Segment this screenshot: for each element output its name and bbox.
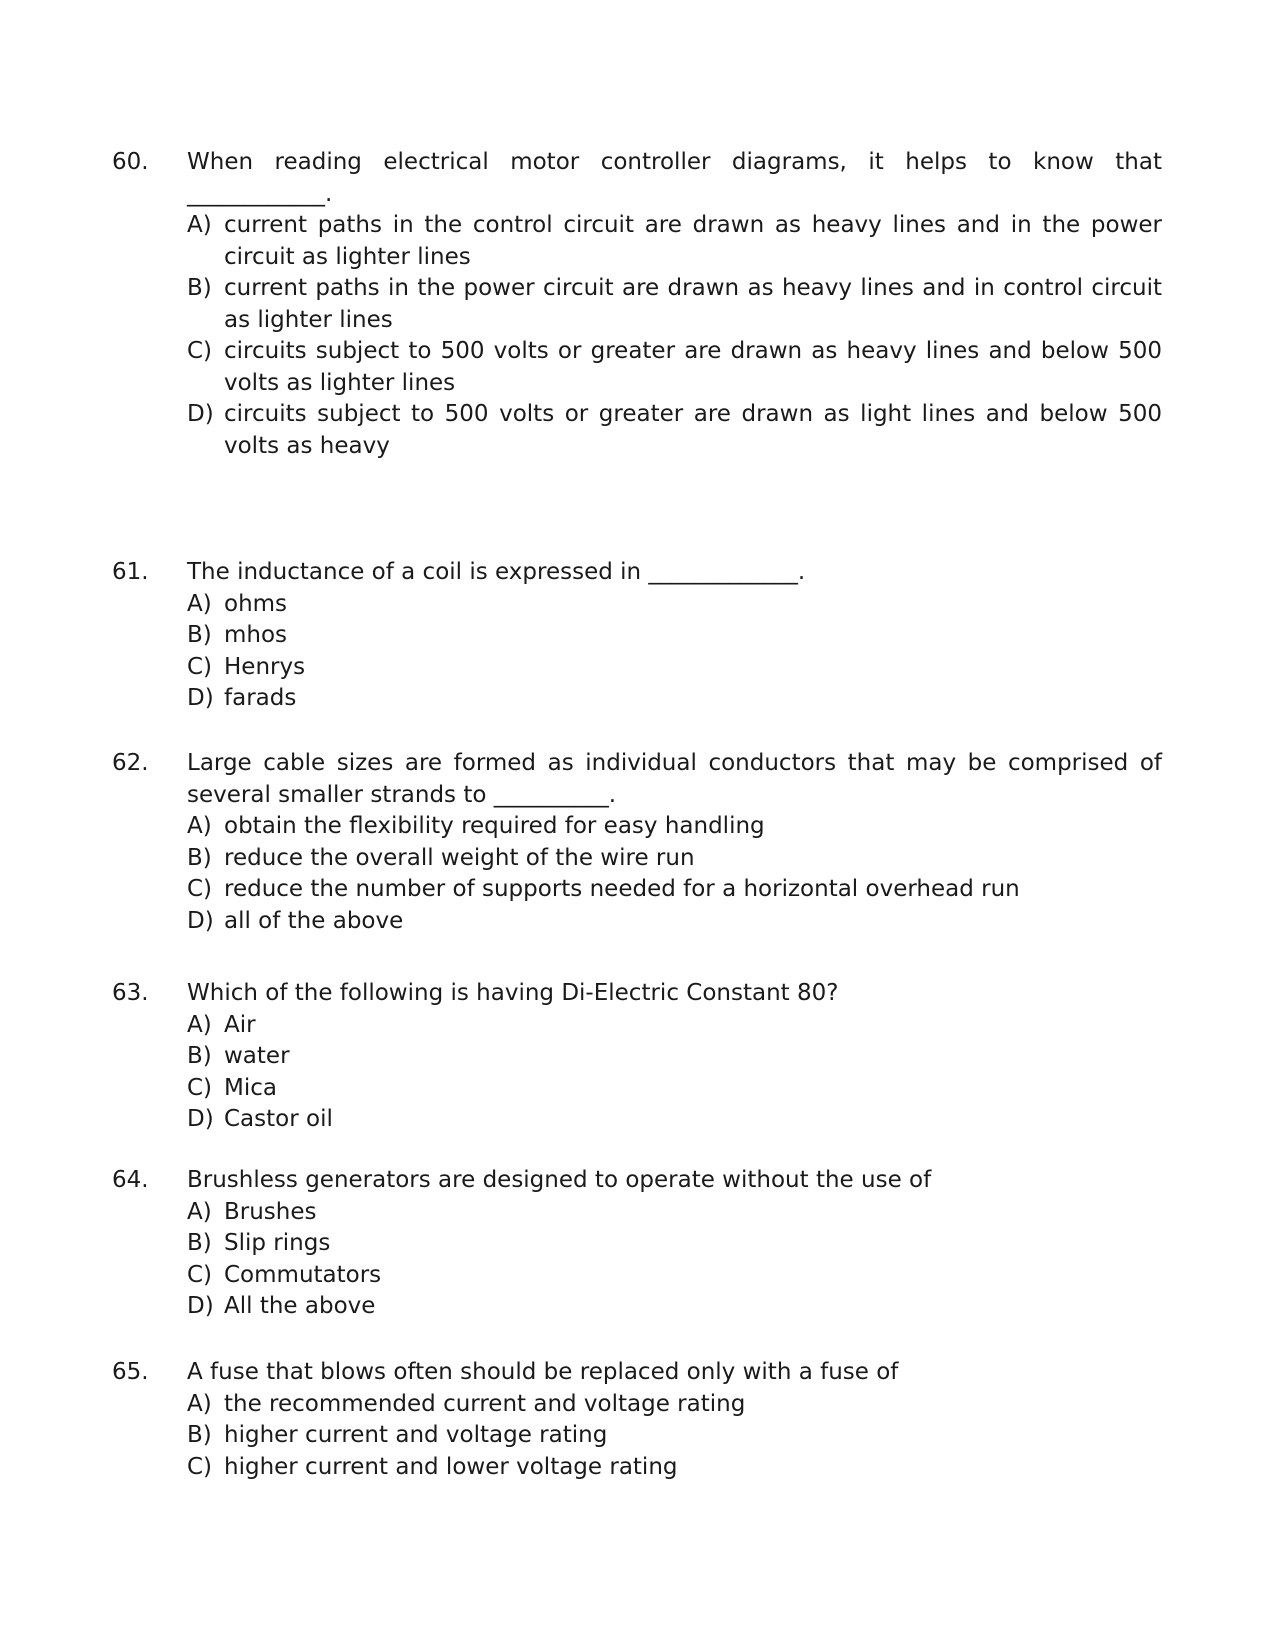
option-letter: C) [187,1261,213,1288]
option-text: higher current and lower voltage rating [224,1453,678,1480]
option-c [187,1260,1162,1292]
option-letter: A) [187,1198,212,1225]
option-text: ohms [224,590,288,617]
option-list [187,1197,1162,1323]
option-d [187,906,1162,938]
option-letter: B) [187,275,212,301]
option-text: mhos [224,622,288,648]
option-text: Henrys [224,653,306,680]
option-list [187,1389,1162,1484]
option-letter: A) [187,590,212,617]
option-c [187,1073,1162,1105]
question-62 [112,748,1162,937]
option-letter: D) [187,1106,214,1132]
question-64 [112,1165,1162,1323]
option-a [187,589,1162,621]
option-letter: D) [187,907,214,934]
option-a [187,1389,1162,1421]
question-number: 63. [112,980,149,1006]
option-text: the recommended current and voltage rating [224,1390,746,1417]
question-number: 64. [112,1167,149,1193]
option-d [187,1291,1162,1323]
option-letter: A) [187,212,212,238]
option-c [187,652,1162,684]
option-list [187,210,1162,462]
option-c [187,1452,1162,1484]
question-text: Brushless generators are designed to operate without the use of [187,1167,932,1193]
question-61 [112,557,1162,715]
question-63 [112,978,1162,1136]
option-text: all of the above [224,907,404,934]
option-b [187,1041,1162,1073]
option-letter: D) [187,685,214,711]
option-text: All the above [224,1293,376,1319]
option-d [187,683,1162,715]
question-text: A fuse that blows often should be replaced only with a fuse of [187,1359,899,1385]
option-text: reduce the number of supports needed for a horizontal overhead run [224,876,1020,902]
option-d [187,1104,1162,1136]
option-text: Commutators [224,1261,382,1288]
question-65 [112,1357,1162,1483]
question-number: 62. [112,750,149,776]
option-d [187,399,1162,462]
option-letter: C) [187,876,213,902]
option-text: water [224,1043,290,1069]
option-list [187,811,1162,937]
option-a [187,210,1162,273]
option-text: Brushes [224,1198,317,1225]
option-letter: B) [187,1043,212,1069]
option-letter: A) [187,1390,212,1417]
option-letter: C) [187,1453,213,1480]
question-number: 61. [112,559,149,585]
option-letter: B) [187,1230,212,1256]
option-text: higher current and voltage rating [224,1422,608,1448]
option-text: circuits subject to 500 volts or greater are drawn as light lines and below 500 volts as heavy [224,401,1162,459]
question-text: Which of the following is having Di-Electric Constant 80? [187,980,839,1006]
question-60 [112,147,1162,462]
option-list [187,589,1162,715]
option-a [187,1010,1162,1042]
option-list [187,1010,1162,1136]
question-text: The inductance of a coil is expressed in _____________. [187,559,806,585]
option-letter: A) [187,1011,212,1038]
option-a [187,1197,1162,1229]
option-letter: D) [187,1293,214,1319]
option-text: circuits subject to 500 volts or greater are drawn as heavy lines and below 500 volts as lighter lines [224,338,1162,396]
option-text: reduce the overall weight of the wire run [224,844,695,871]
option-c [187,336,1162,399]
option-letter: C) [187,338,213,364]
option-letter: B) [187,622,212,648]
option-letter: B) [187,1422,212,1448]
option-letter: C) [187,653,213,680]
option-text: current paths in the control circuit are drawn as heavy lines and in the power circuit as lighter lines [224,212,1162,270]
option-letter: B) [187,844,212,871]
question-text: When reading electrical motor controller diagrams, it helps to know that ____________. [187,149,1162,207]
option-b [187,620,1162,652]
option-letter: A) [187,813,212,839]
question-text: Large cable sizes are formed as individual conductors that may be comprised of several smaller strands to __________. [187,750,1162,808]
option-text: Air [224,1011,256,1038]
option-b [187,1420,1162,1452]
option-text: current paths in the power circuit are drawn as heavy lines and in control circuit as lighter lines [224,275,1162,333]
option-text: Mica [224,1074,277,1101]
option-letter: D) [187,401,214,427]
option-b [187,843,1162,875]
option-text: obtain the flexibility required for easy handling [224,813,765,839]
option-letter: C) [187,1074,213,1101]
option-a [187,811,1162,843]
option-text: farads [224,685,297,711]
option-text: Castor oil [224,1106,333,1132]
option-b [187,273,1162,336]
question-number: 60. [112,149,149,175]
question-number: 65. [112,1359,149,1385]
option-b [187,1228,1162,1260]
option-c [187,874,1162,906]
option-text: Slip rings [224,1230,331,1256]
